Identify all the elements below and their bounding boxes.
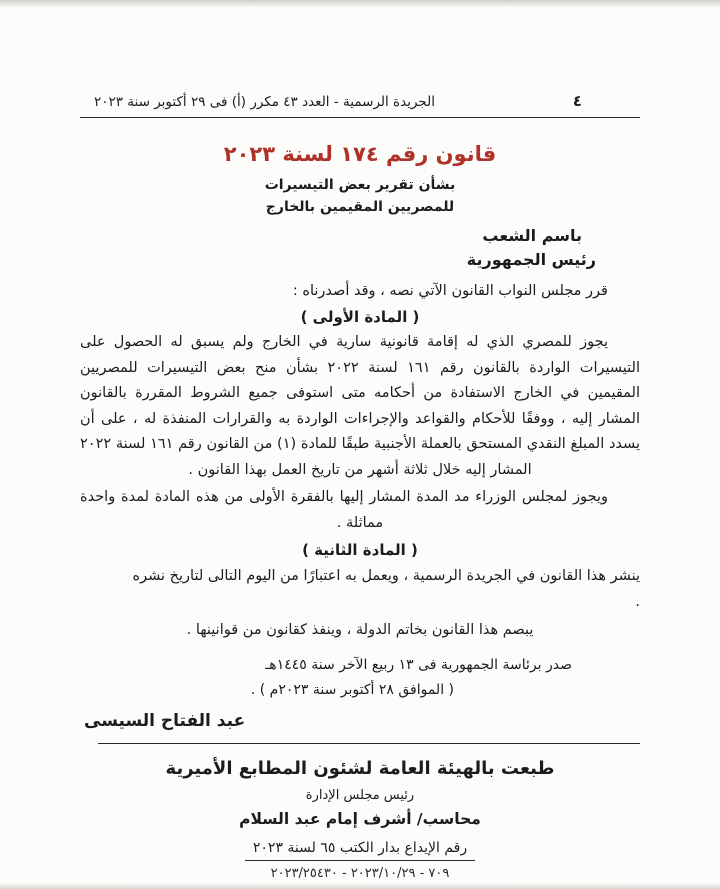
president-of-republic-line: رئيس الجمهورية [466,250,596,269]
print-serial-line: ٧٠٩ - ٢٠٢٣/١٠/٢٩ - ٢٠٢٣/٢٥٤٣٠ [270,866,450,881]
law-subtitle-line2: للمصريين المقيمين بالخارج [265,199,455,215]
chairman-name: محاسب/ أشرف إمام عبد السلام [239,810,481,828]
article-two-line-2: يبصم هذا القانون بخاتم الدولة ، وينفذ كقانون من قوانينها . [186,622,534,638]
law-title: قانون رقم ١٧٤ لسنة ٢٠٢٣ [223,142,497,166]
issuance-block [80,653,640,703]
article-two-heading: ( المادة الثانية ) [302,541,418,559]
article-one-paragraph-2: ويجوز لمجلس الوزراء مد المدة المشار إليها بالفقرة الأولى من هذه المادة لمدة واحدة مماثلة . [80,489,608,531]
law-subtitle-line1: بشأن تقرير بعض التيسيرات [264,177,456,193]
article-one-paragraph-1: يجوز للمصري الذي له إقامة قانونية سارية في الخارج ولم يسبق له الحصول على التيسيرات الواردة بالقانون رقم ١٦١ لسنة ٢٠٢٢ بشأن منح بعض التيسيرات للمصريين المقيمين في الخارج الاستفادة من أحكامه متى استوفى جميع الشروط المقررة بالقانون المشار إليه ، ووفقًا للأحكام والقواعد والإجراءات الواردة به والقرارات المنفذة له ، على أن يسدد المبلغ النقدي المستحق بالعملة الأجنبية طبقًا للمادة (١) من القانون رقم ١٦١ لسنة ٢٠٢٢ المشار إليه خلال ثلاثة أشهر من تاريخ العمل بهذا القانون . [80,334,640,478]
law-subtitle [80,174,640,218]
issuance-gregorian-date-line: ( الموافق ٢٨ أكتوبر سنة ٢٠٢٣م ) . [250,682,454,698]
in-the-name-of-the-people: باسم الشعب [482,226,582,245]
scan-shadow-bottom [0,883,720,889]
issuance-hijri-date-line: صدر برئاسة الجمهورية فى ١٣ ربيع الآخر سنة ١٤٤٥هـ [265,657,572,673]
authority-block [80,224,640,272]
article-two-line-1: ينشر هذا القانون في الجريدة الرسمية ، ويعمل به اعتبارًا من اليوم التالى لتاريخ نشره . [132,568,640,610]
page-header [80,92,640,118]
imprint-footer [0,743,720,881]
deposit-number-row [0,837,720,861]
scan-shadow-top [0,0,720,8]
enactment-preamble: قرر مجلس النواب القانون الآتي نصه ، وقد أصدرناه : [292,283,608,299]
footer-divider-rule [98,743,640,744]
deposit-number: رقم الإيداع بدار الكتب ٦٥ لسنة ٢٠٢٣ [245,840,475,861]
gazette-issue-line: الجريدة الرسمية - العدد ٤٣ مكرر (أ) فى ٢٩ أكتوبر سنة ٢٠٢٣ [94,94,435,110]
chairman-title: رئيس مجلس الإدارة [305,788,415,803]
page-number: ٤ [572,92,582,110]
president-signature: عبد الفتاح السيسى [84,711,246,731]
printing-house-line: طبعت بالهيئة العامة لشئون المطابع الأميرية [165,758,555,779]
article-one-heading: ( المادة الأولى ) [300,308,420,326]
